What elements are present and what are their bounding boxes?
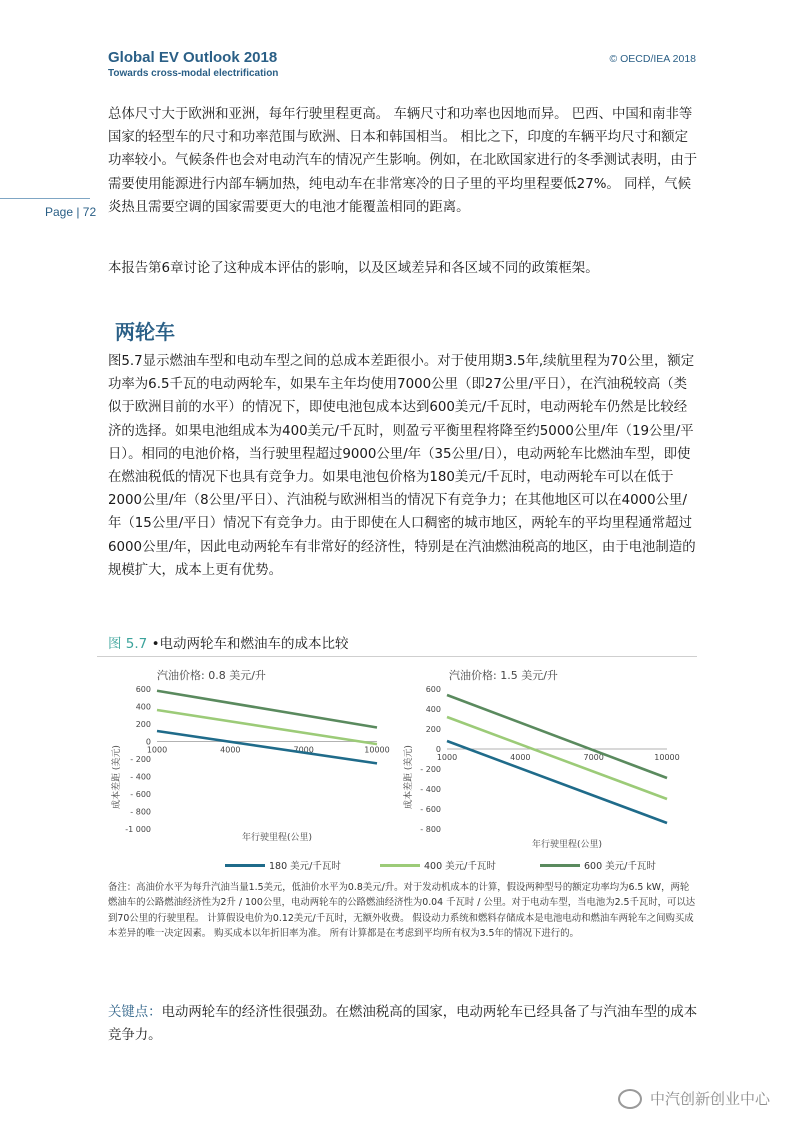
figure-note: 备注：高油价水平为每升汽油当量1.5美元，低油价水平为0.8美元/升。对于发动机成本的计算，假设两种型号的额定功率均为6.5 kW，两轮燃油车的公路燃油经济性为2升 / 100公里，电动两轮车的公路燃油经济性为0.04 千瓦时 / 公里。对于电动车型，当电池为2.5千瓦时，可以达到70公里的行驶里程。 计算假设电价为0.12美元/千瓦时，无额外收费。 假设动力系统和燃料存储成本是电池电动和燃油车两轮车之间购买成本差异的唯一决定因素。 购买成本以年折旧率为准。 所有计算都是在考虑到平均所有权为3.5年的情况下进行的。 [108,882,696,939]
key-point-label: 关键点： [108,1005,162,1020]
y-tick-label-right-3: 0 [435,745,441,754]
y-tick-label-right-1: 400 [425,705,441,714]
legend-label-180: 180 美元/千瓦时 [269,861,341,872]
x-tick-label-right-0: 1000 [436,753,458,762]
legend-swatch-180 [225,864,265,867]
plot-area-right [420,685,679,834]
wechat-icon [618,1089,642,1109]
y-tick-label-right-7: - 800 [420,825,441,834]
x-tick-label-right-3: 10000 [654,753,680,762]
y-tick-label-left-0: 600 [135,685,151,694]
y-tick-label-left-5: - 400 [130,772,151,782]
y-axis-label-left: 成本差距 (美元) [112,745,122,809]
y-tick-label-left-6: - 600 [130,790,151,799]
x-tick-label-right-2: 7000 [583,753,604,762]
x-axis-label-left: 年行驶里程(公里) [241,833,313,843]
legend-label-600: 600 美元/千瓦时 [584,861,656,872]
y-tick-label-right-2: 200 [425,725,441,734]
y-tick-label-left-4: - 200 [130,755,151,764]
cost-comparison-chart [97,657,697,879]
plot-area-left [125,685,390,834]
x-tick-label-left-2: 7000 [293,745,314,755]
figure-number: 图 5.7 [108,636,148,652]
figure-caption [108,632,349,652]
y-tick-label-right-5: - 400 [420,785,441,794]
series-line-right-2 [447,695,667,778]
legend-swatch-600 [540,864,580,867]
legend-label-400: 400 美元/千瓦时 [424,861,496,872]
figure-box [97,656,697,879]
report-title: Global EV Outlook 2018 [108,49,278,66]
chart-panel-right [402,668,680,850]
y-tick-label-right-4: - 200 [420,765,441,774]
x-tick-label-left-0: 1000 [146,745,168,755]
copyright: © OECD/IEA 2018 [609,53,696,65]
x-tick-label-left-1: 4000 [220,745,241,755]
page-number: Page | 72 [45,205,97,219]
x-axis-label-right: 年行驶里程(公里) [531,840,603,850]
series-line-left-1 [157,710,377,744]
section-title: 两轮车 [115,320,175,344]
report-subtitle: Towards cross-modal electrification [108,68,279,79]
series-line-right-0 [447,741,667,823]
y-tick-label-left-1: 400 [135,702,151,712]
panel-title-right: 汽油价格: 1.5 美元/升 [449,669,558,682]
key-point [108,1001,698,1047]
legend-swatch-400 [380,864,420,867]
y-tick-label-left-7: - 800 [130,807,151,817]
series-line-left-0 [157,731,377,763]
series-line-left-2 [157,691,377,728]
figure-title: •电动两轮车和燃油车的成本比较 [151,636,349,652]
paragraph-3: 图5.7显示燃油车型和电动车型之间的总成本差距很小。对于使用期3.5年,续航里程为70公里，额定功率为6.5千瓦的电动两轮车，如果车主年均使用7000公里（即27公里/平日），在汽油税较高（类似于欧洲目前的水平）的情况下，即使电池包成本达到600美元/千瓦时，电动两轮车仍然是比较经济的选择。如果电池组成本为400美元/千瓦时，则盈亏平衡里程将降至约5000公里/年（19公里/平日）。相同的电池价格，当行驶里程超过9000公里/年（35公里/日），电动两轮车比燃油车型，即使在燃油税低的情况下也具有竞争力。如果电池包价格为180美元/千瓦时，电动两轮车可以在低于2000公里/年（8公里/平日）、汽油税与欧洲相当的情况下有竞争力；在其他地区可以在4000公里/年（15公里/平日）情况下有竞争力。由于即使在人口稠密的城市地区，两轮车的平均里程通常超过6000公里/年，因此电动两轮车有非常好的经济性，特别是在汽油燃油税高的地区，由于电池制造的规模扩大，成本上更有优势。 [108,354,696,578]
y-tick-label-left-8: -1 000 [125,825,151,834]
watermark-text: 中汽创新创业中心 [649,1090,770,1108]
y-axis-label-right: 成本差距 (美元) [404,745,414,809]
paragraph-1: 总体尺寸大于欧洲和亚洲，每年行驶里程更高。 车辆尺寸和功率也因地而异。 巴西、中国和南非等国家的轻型车的尺寸和功率范围与欧洲、日本和韩国相当。 相比之下，印度的车辆平均尺寸和额定功率较小。气候条件也会对电动汽车的情况产生影响。例如，在北欧国家进行的冬季测试表明，由于需要使用能源进行内部车辆加热，纯电动车在非常寒冷的日子里的平均里程要低27%。 同样，气候炎热且需要空调的国家需要更大的电池才能覆盖相同的距离。 [108,107,698,215]
series-line-right-1 [447,717,667,799]
watermark [618,1088,770,1109]
y-tick-label-right-6: - 600 [420,805,441,814]
x-tick-label-left-3: 10000 [364,745,390,755]
legend-item-600 [540,858,656,872]
key-point-text: 电动两轮车的经济性很强劲。在燃油税高的国家，电动两轮车已经具备了与汽油车型的成本竞争力。 [108,1005,698,1043]
legend-item-400 [380,858,496,872]
paragraph-2: 本报告第6章讨论了这种成本评估的影响，以及区域差异和各区域不同的政策框架。 [108,261,599,276]
chart-panel-left [110,668,390,843]
x-tick-label-right-1: 4000 [510,753,531,762]
y-tick-label-right-0: 600 [425,685,441,694]
legend-item-180 [225,858,341,872]
y-tick-label-left-3: 0 [145,737,151,747]
page-divider [0,198,90,199]
panel-title-left: 汽油价格: 0.8 美元/升 [157,669,266,682]
y-tick-label-left-2: 200 [135,720,151,729]
